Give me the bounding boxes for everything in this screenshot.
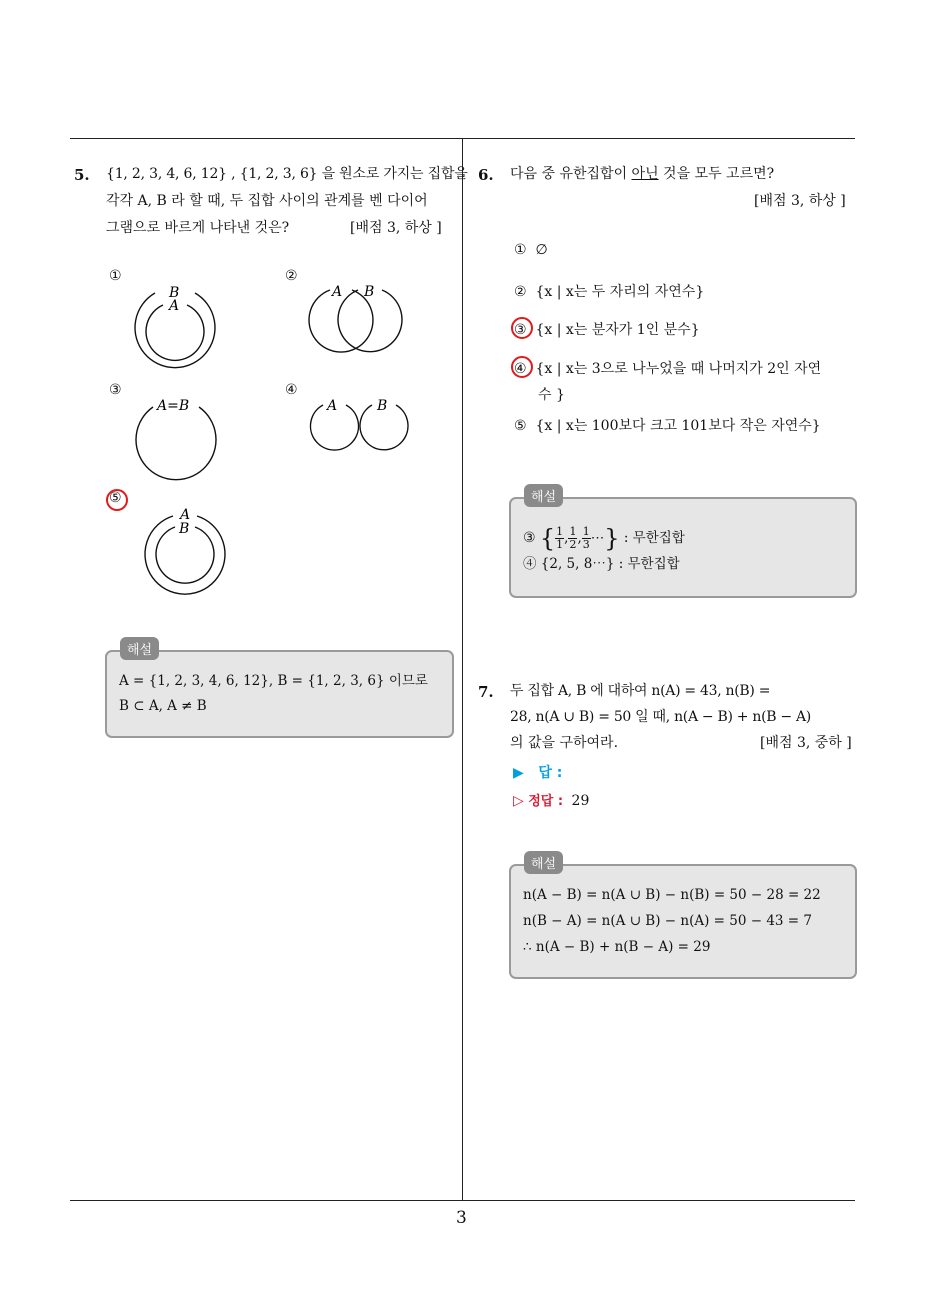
question-number: 6. [478,166,494,184]
option-4[interactable] [514,358,821,378]
question-text-part: 다음 중 유한집합이 [510,166,632,182]
correct-label: 정답 : [528,794,564,809]
open-brace: { [539,524,556,553]
ellipsis: ⋯ [590,530,605,546]
option-number[interactable]: ③ [109,382,122,398]
fraction: $\frac{1}{1}$ [556,525,564,551]
question-text [510,161,774,188]
option-number: ③ [514,322,527,338]
set-label: B [179,521,190,537]
explanation-line: ③ { $\frac{1}{1}$ , $\frac{1}{2}$ , $\frac{1}{3}$ ⋯} : 무한집합 [523,524,685,553]
fraction: $\frac{1}{2}$ [569,525,577,551]
question-number: 5. [74,166,90,184]
option-text: {x | x는 100보다 크고 101보다 작은 자연수} [535,418,821,434]
option-number[interactable]: ① [109,268,122,284]
option-number[interactable]: ⑤ [109,490,122,506]
option-number: ④ [514,361,527,377]
question-text-part: 것을 모두 고르면? [658,166,775,182]
explanation-tag: 해설 [524,851,563,874]
play-icon: ▶ [513,765,524,781]
option-2[interactable] [514,281,704,301]
answer-label: 답 : [538,765,563,781]
close-brace: } [604,524,620,553]
page-number: 3 [456,1208,467,1228]
bottom-rule [70,1200,855,1201]
question-text-line: 의 값을 구하여라. [510,735,619,751]
option-3[interactable] [514,319,700,339]
play-outline-icon: ▷ [513,793,524,809]
explanation-line: ∴ n(A − B) + n(B − A) = 29 [523,939,711,955]
explanation-number: ③ [523,530,536,546]
column-divider [462,138,463,1201]
set-label: B [377,398,388,414]
option-5[interactable] [514,415,821,435]
question-text-underlined: 아닌 [631,166,659,182]
question-text-line: {1, 2, 3, 4, 6, 12} , {1, 2, 3, 6} 을 원소로 가지는 집합을 [106,166,468,182]
option-1[interactable] [514,242,548,258]
correct-answer-line [513,790,589,809]
explanation-box [105,650,454,738]
answer-line [513,762,562,782]
explanation-box [509,497,857,598]
option-number: ① [514,242,527,258]
option-text: {x | x는 3으로 나누었을 때 나머지가 2인 자연 [535,361,822,377]
option-number: ⑤ [514,418,527,434]
set-label: A [327,398,338,414]
correct-value: 29 [571,793,590,809]
option-text: ∅ [535,242,548,258]
fraction: $\frac{1}{3}$ [582,525,590,551]
question-text-line: 두 집합 A, B 에 대하여 n(A) = 43, n(B) = [510,683,771,699]
explanation-box [509,864,857,979]
set-label: A [332,284,343,300]
set-label: B [364,284,375,300]
score-label: [배점 3, 하상 ] [350,220,442,236]
question-number: 7. [478,683,494,701]
venn-diagram-option-1 [125,280,225,375]
option-4-continuation: 수 } [538,387,565,403]
venn-diagram-option-3 [125,393,225,483]
explanation-line: A = {1, 2, 3, 4, 6, 12}, B = {1, 2, 3, 6} 이므로 [119,673,428,689]
set-label: B [169,285,180,301]
option-text: {x | x는 두 자리의 자연수} [535,284,705,300]
explanation-line: ④ {2, 5, 8⋯} : 무한집합 [523,556,680,572]
question-text-line: 각각 A, B 라 할 때, 두 집합 사이의 관계를 벤 다이어 [106,193,428,209]
option-text: {x | x는 분자가 1인 분수} [535,322,700,338]
venn-diagram-option-5 [135,505,235,597]
set-label: A [169,298,180,314]
score-label: [배점 3, 하상 ] [754,193,846,209]
explanation-line: B ⊂ A, A ≠ B [119,698,207,714]
question-text-line: 28, n(A ∪ B) = 50 일 때, n(A − B) + n(B − A) [510,709,811,725]
score-label: [배점 3, 중하 ] [760,735,852,751]
explanation-suffix: : 무한집합 [623,530,685,546]
venn-diagram-option-2 [300,280,410,360]
explanation-tag: 해설 [120,637,159,660]
question-text-line: 그램으로 바르게 나타낸 것은? [106,220,290,236]
option-number[interactable]: ② [285,268,298,284]
option-number: ② [514,284,527,300]
venn-diagram-option-4 [300,393,415,463]
option-number[interactable]: ④ [285,382,298,398]
set-label: A=B [157,398,190,414]
explanation-line: n(A − B) = n(A ∪ B) − n(B) = 50 − 28 = 22 [523,887,821,903]
set-label: A [180,507,191,523]
explanation-line: n(B − A) = n(A ∪ B) − n(A) = 50 − 43 = 7 [523,913,812,929]
explanation-tag: 해설 [524,484,563,507]
